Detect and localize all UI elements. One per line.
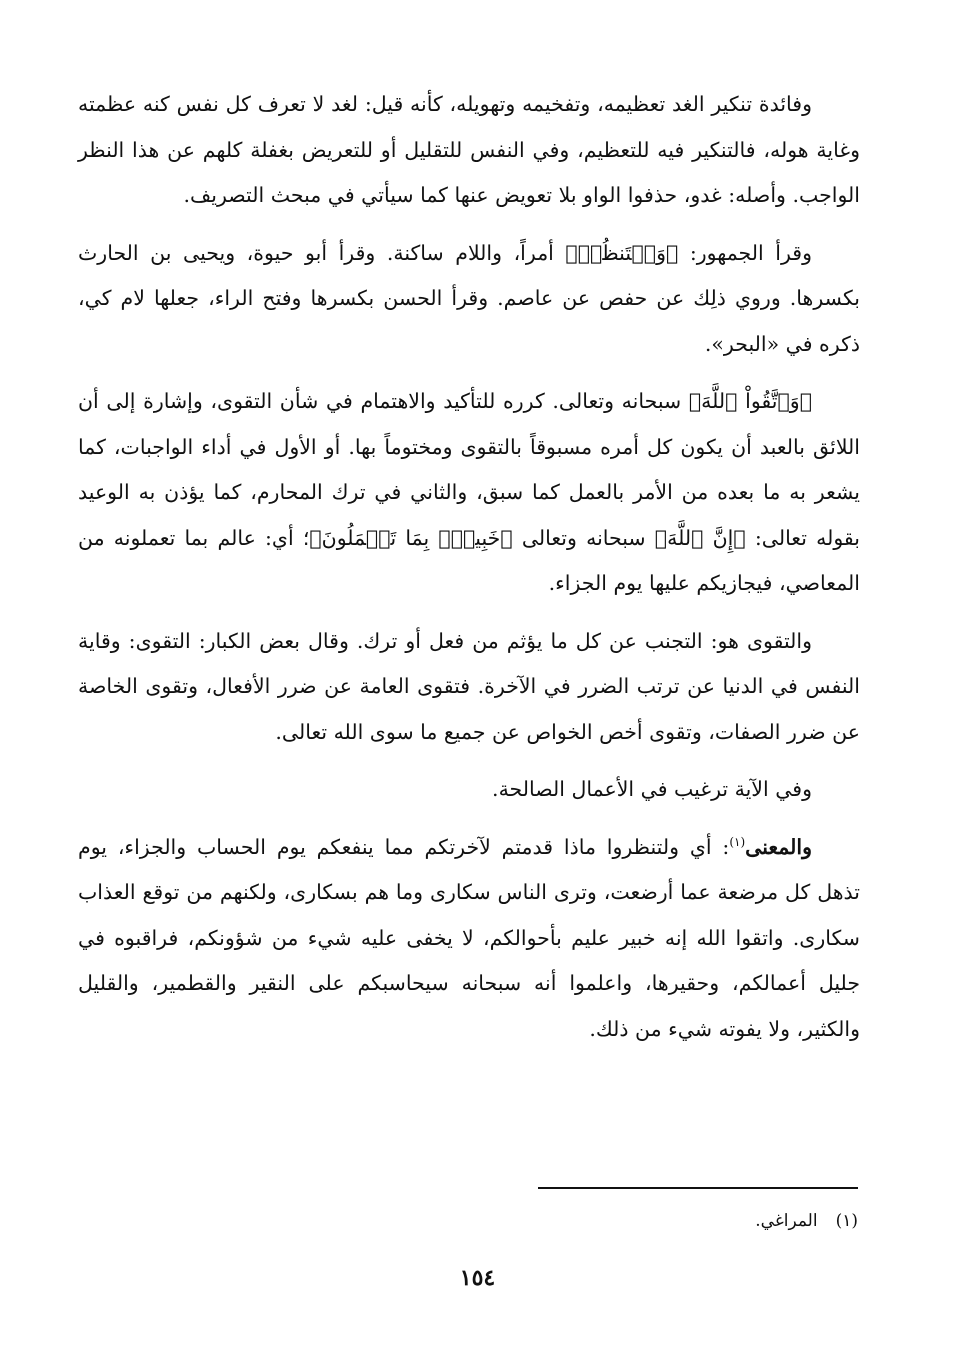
paragraph-targhib: وفي الآية ترغيب في الأعمال الصالحة.: [492, 777, 812, 801]
footnote: [500, 1203, 858, 1239]
meaning-text: : أي ولتنظروا ماذا قدمتم لآخرتكم مما ينفعكم يوم الحساب والجزاء، يوم تذهل كل مرضعة عما أرضعت، وترى الناس سكارى وما هم بسكارى، ولكنهم من توقع العذاب سكارى. واتقوا الله إنه خبير عليم بأحوالكم، لا يخفى عليه شيء من شؤونكم، فراقبوه في جليل أعمالكم، وحقيرها، واعلموا أنه سبحانه سيحاسبكم على النقير والقطمير، والقليل والكثير، ولا يفوته شيء من ذلك.: [78, 834, 860, 1041]
page-number: ١٥٤: [459, 1265, 496, 1291]
meaning-label: والمعنى: [745, 834, 812, 859]
paragraph-tankir: وفائدة تنكير الغد تعظيمه، وتفخيمه وتهويله، كأنه قيل: لغد لا تعرف كل نفس كنه عظمته وغاية هوله، فالتنكير فيه للتعظيم، وفي النفس للتقليل أو للتعريض بغفلة كلهم عن هذا النظر الواجب. وأصله: غدو، حذفوا الواو بلا تعويض عنها كما سيأتي في مبحث التصريف.: [78, 92, 860, 207]
footnote-reference: (١): [729, 834, 746, 849]
paragraph-taqwa: والتقوى هو: التجنب عن كل ما يؤثم من فعل أو ترك. وقال بعض الكبار: التقوى: وقاية النفس في الدنيا عن ترتب الضرر في الآخرة. فتقوى العامة عن ضرر الأفعال، وتقوى الخاصة عن ضرر الصفات، وتقوى أخص الخواص عن جميع ما سوى الله تعالى.: [78, 628, 860, 744]
footnote-divider: [538, 1187, 858, 1189]
paragraph-qiraat: وقرأ الجمهور: ﴿وَلۡتَنظُرۡ﴾ أمراً، واللام ساكنة. وقرأ أبو حيوة، ويحيى بن الحارث بكسرها. وروي ذلِك عن حفص عن عاصم. وقرأ الحسن بكسرها وفتح الراء، جعلها لام كي، ذكره في «البحر».: [78, 240, 860, 356]
paragraph-ittaqu: ﴿وَٱتَّقُواْ ٱللَّهَ﴾ سبحانه وتعالى. كرره للتأكيد والاهتمام في شأن التقوى، وإشارة إلى أن اللائق بالعبد أن يكون كل أمره مسبوقاً بالتقوى ومختوماً بها. أو الأول في أداء الواجبات، كما يشعر به ما بعده من الأمر بالعمل كما سبق، والثاني في ترك المحارم، كما يؤذن به الوعيد بقوله تعالى: ﴿إِنَّ ٱللَّهَ﴾ سبحانه وتعالى ﴿خَبِيرٌۢ بِمَا تَعۡمَلُونَ﴾؛ أي: عالم بما تعملونه من المعاصي، فيجازيكم عليها يوم الجزاء.: [78, 389, 860, 595]
main-text: [78, 82, 860, 1064]
footnote-number: (١): [835, 1211, 858, 1231]
paragraph-meaning: [78, 825, 860, 1053]
footnote-text: المراغي.: [755, 1211, 818, 1231]
